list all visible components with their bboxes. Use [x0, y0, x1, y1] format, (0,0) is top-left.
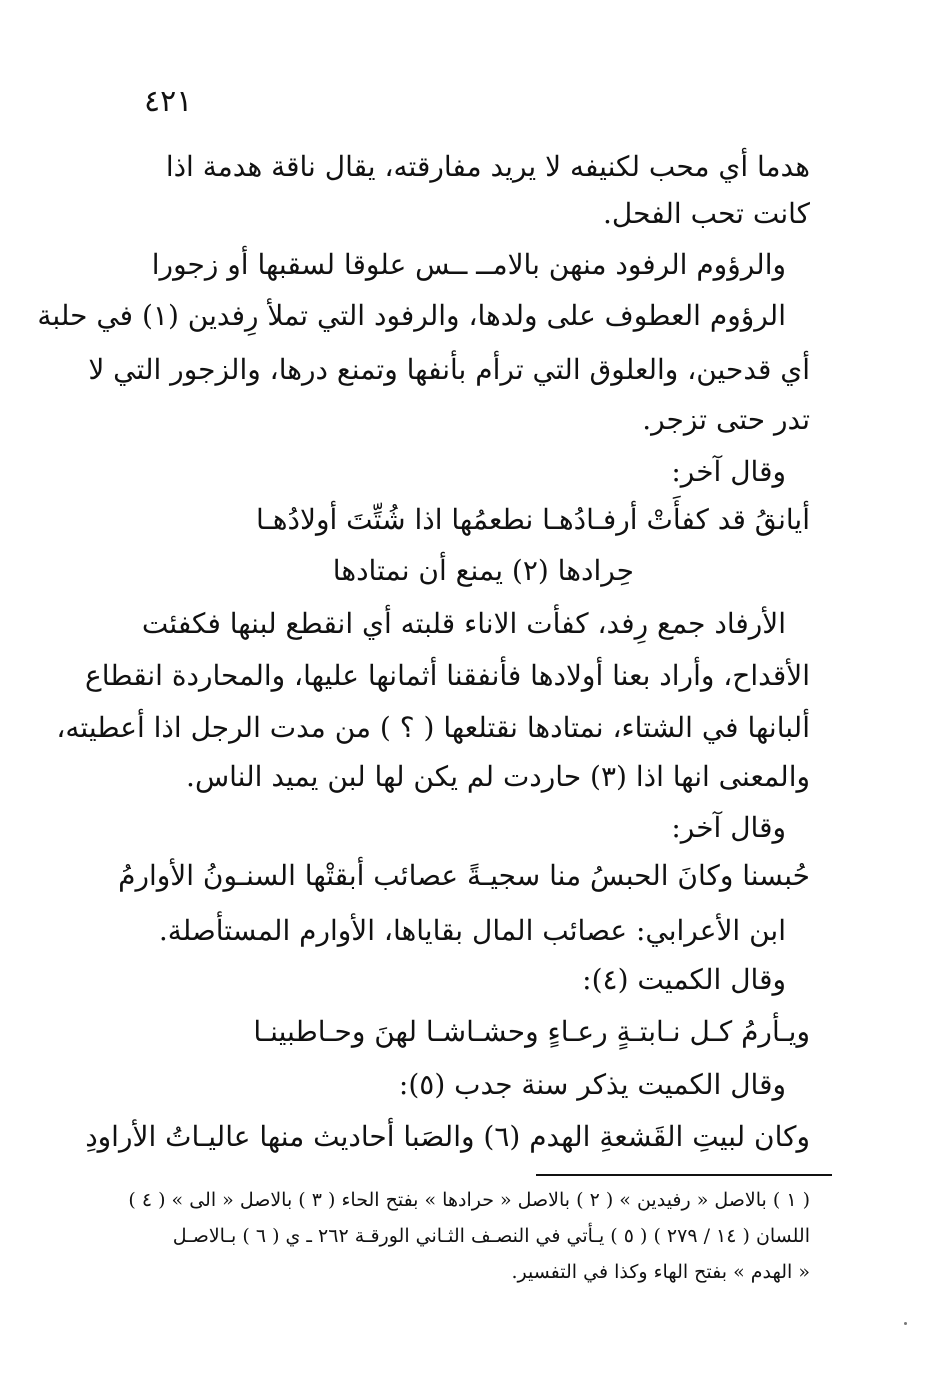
- verse-line: حُبسنا وكانَ الحبسُ منا سجيـةً عصائب أبقتْها السنـونُ الأوارمُ: [118, 859, 810, 892]
- text-line: وقال الكميت يذكر سنة جدب (٥):: [398, 1068, 786, 1101]
- verse-line: ويـأرمُ كـل نـابتـةٍ رعـاءٍ وحشـاشـا لهنَ وحـاطبينـا: [253, 1015, 810, 1048]
- verse-line: وكان لبيتِ القَشعةِ الهدم (٦) والصَبا أحاديث منها عاليـاتُ الأراودِ: [85, 1120, 810, 1153]
- footnote-line: اللسان ( ١٤ / ٢٧٩ ) ( ٥ ) يـأتي في النصـف الثـاني الورقـة ٢٦٢ ـ ي ( ٦ ) بـالاصـل: [172, 1225, 810, 1247]
- text-line: وقال آخر:: [671, 455, 786, 488]
- text-line: الأرفاد جمع رِفد، كفأت الاناء قلبته أي انقطع لبنها فكفئت: [141, 607, 786, 640]
- text-line: كانت تحب الفحل.: [603, 197, 810, 230]
- text-line: ألبانها في الشتاء، نمتادها نقتلعها ( ؟ ) من مدت الرجل اذا أعطيته،: [56, 711, 810, 744]
- text-line: الرؤوم العطوف على ولدها، والرفود التي تملأ رِفدين (١) في حلبة: [37, 299, 786, 332]
- verse-line: والرؤوم الرفود منهن بالامــ ــس علوقا لسقبها أو زجورا: [151, 248, 786, 281]
- text-line: وقال آخر:: [671, 811, 786, 844]
- text-line: تدر حتى تزجر.: [642, 403, 810, 436]
- text-line: هدما أي محب لكنيفه لا يريد مفارقته، يقال ناقة هدمة اذا: [165, 150, 810, 183]
- verse-line: حِرادها (٢) يمنع أن نمتادها: [332, 554, 634, 587]
- scan-speck: [904, 1322, 907, 1325]
- footnote-line: « الهدم » بفتح الهاء وكذا في التفسير.: [511, 1261, 810, 1283]
- text-line: ابن الأعرابي: عصائب المال بقاياها، الأوارم المستأصلة.: [158, 914, 786, 947]
- text-line: الأقداح، وأراد بعنا أولادها فأنفقنا أثمانها عليها، والمحاردة انقطاع: [85, 659, 810, 692]
- text-line: أي قدحين، والعلوق التي ترأم بأنفها وتمنع درها، والزجور التي لا: [88, 353, 810, 386]
- footnote-line: ( ١ ) بالاصل « رفيدين » ( ٢ ) بالاصل « حرادها » بفتح الحاء ( ٣ ) بالاصل « الى » ( ٤ ): [128, 1189, 810, 1211]
- text-line: والمعنى انها اذا (٣) حاردت لم يكن لها لبن يميد الناس.: [186, 760, 810, 793]
- text-line: وقال الكميت (٤):: [582, 963, 786, 996]
- verse-line: أيانقُ قد كفأَتْ أرفـادُهـا نطعمُها اذا شُتِّتَ أولادُهـا: [256, 503, 810, 536]
- page-number: ٤٢١: [144, 84, 193, 119]
- footnote-separator: [536, 1174, 832, 1176]
